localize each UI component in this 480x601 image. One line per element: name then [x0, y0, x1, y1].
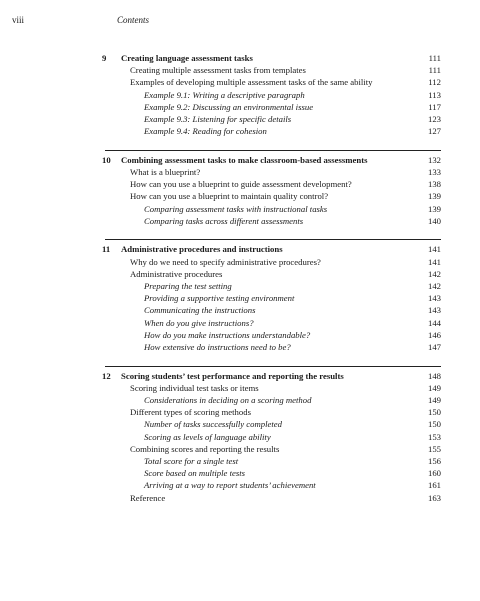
entry-title: Providing a supportive testing environment — [144, 293, 295, 304]
entry-title: How do you make instructions understandable? — [144, 329, 311, 340]
chapter-number: 10 — [102, 154, 111, 165]
entry-page: 112 — [428, 77, 441, 88]
entry-title: Arriving at a way to report students’ achievement — [144, 480, 316, 491]
entry-title: Score based on multiple tests — [144, 468, 246, 479]
chapter-title: Creating language assessment tasks — [121, 53, 253, 63]
toc-entry[interactable] — [105, 190, 441, 202]
entry-page: 149 — [427, 395, 441, 405]
entry-page: 147 — [427, 341, 441, 352]
entry-title: Scoring as levels of language ability — [144, 431, 271, 442]
chapter-number: 9 — [102, 53, 107, 63]
entry-page: 140 — [427, 215, 441, 226]
chapter-number: 11 — [102, 244, 111, 255]
entry-page: 161 — [427, 480, 441, 491]
entry-title: Example 9.1: Writing a descriptive paragraph — [144, 89, 305, 100]
entry-title: How can you use a blueprint to guide assessment development? — [130, 179, 352, 190]
toc-entry[interactable] — [105, 492, 441, 504]
entry-page: 123 — [427, 113, 441, 124]
toc-entry[interactable] — [105, 443, 441, 455]
chapter-title: Combining assessment tasks to make classroom-based assessments — [121, 154, 368, 165]
entry-title: Number of tasks successfully completed — [144, 419, 283, 430]
entry-page: 156 — [427, 455, 441, 466]
toc-subentry[interactable] — [105, 341, 441, 353]
toc-subentry[interactable] — [105, 292, 441, 304]
toc-subentry[interactable] — [105, 329, 441, 341]
toc-subentry[interactable] — [105, 113, 441, 125]
entry-title: What is a blueprint? — [130, 167, 201, 177]
entry-title: Examples of developing multiple assessment tasks of the same ability — [130, 77, 373, 88]
toc-subentry[interactable] — [105, 418, 441, 430]
chapter-heading[interactable] — [102, 52, 441, 64]
entry-title: Comparing tasks across different assessments — [144, 215, 304, 226]
entry-page: 153 — [427, 431, 441, 442]
toc-entry[interactable] — [105, 64, 441, 76]
entry-title: Creating multiple assessment tasks from templates — [130, 65, 306, 76]
toc-subentry[interactable] — [105, 101, 441, 113]
entry-page: 142 — [427, 268, 441, 279]
running-head — [12, 15, 468, 29]
toc-entry[interactable] — [105, 76, 441, 88]
entry-page: 155 — [427, 443, 441, 454]
toc-subentry[interactable] — [105, 125, 441, 137]
toc-subentry[interactable] — [105, 394, 441, 406]
chapter-title: Scoring students’ test performance and reporting the results — [121, 370, 344, 381]
toc-entry[interactable] — [105, 166, 441, 178]
entry-page: 111 — [428, 65, 441, 76]
entry-title: Administrative procedures — [130, 268, 223, 279]
chapter-number: 12 — [102, 370, 111, 381]
entry-page: 150 — [427, 419, 441, 430]
entry-page: 127 — [427, 126, 441, 137]
chapter-title: Administrative procedures and instructions — [121, 244, 283, 255]
entry-title: Considerations in deciding on a scoring method — [144, 395, 312, 405]
running-title: Contents — [117, 15, 150, 25]
entry-title: Example 9.3: Listening for specific details — [144, 113, 292, 124]
entry-title: How extensive do instructions need to be? — [144, 341, 291, 352]
entry-page: 117 — [428, 101, 441, 112]
chapter-section — [102, 366, 441, 504]
entry-title: Combining scores and reporting the results — [130, 443, 280, 454]
entry-page: 113 — [428, 89, 441, 100]
chapter-page: 111 — [428, 53, 441, 63]
toc-subentry[interactable] — [105, 467, 441, 479]
toc-entry[interactable] — [105, 268, 441, 280]
page-number: viii — [12, 15, 25, 25]
entry-title: Comparing assessment tasks with instructional tasks — [144, 203, 328, 214]
entry-title: Scoring individual test tasks or items — [130, 382, 259, 393]
entry-title: Total score for a single test — [144, 455, 239, 466]
chapter-section — [102, 150, 441, 227]
entry-page: 141 — [427, 256, 441, 267]
entry-page: 138 — [427, 179, 441, 190]
entry-title: When do you give instructions? — [144, 317, 254, 328]
entry-page: 150 — [427, 407, 441, 418]
chapter-page: 141 — [427, 244, 441, 255]
toc-subentry[interactable] — [105, 215, 441, 227]
entry-title: How can you use a blueprint to maintain quality control? — [130, 191, 329, 202]
table-of-contents — [102, 52, 441, 516]
toc-subentry[interactable] — [105, 455, 441, 467]
toc-subentry[interactable] — [105, 89, 441, 101]
entry-page: 143 — [427, 305, 441, 316]
entry-page: 139 — [427, 203, 441, 214]
entry-title: Example 9.2: Discussing an environmental issue — [144, 101, 314, 112]
entry-page: 149 — [427, 382, 441, 393]
toc-subentry[interactable] — [105, 280, 441, 292]
entry-page: 144 — [427, 317, 441, 328]
chapter-heading[interactable] — [102, 154, 441, 166]
entry-page: 142 — [427, 281, 441, 291]
chapter-heading[interactable] — [102, 370, 441, 382]
entry-title: Example 9.4: Reading for cohesion — [144, 126, 267, 137]
toc-subentry[interactable] — [105, 479, 441, 491]
entry-page: 163 — [427, 492, 441, 503]
entry-title: Reference — [130, 492, 166, 503]
entry-page: 160 — [427, 468, 441, 479]
toc-subentry[interactable] — [105, 203, 441, 215]
chapter-page: 148 — [427, 370, 441, 381]
toc-entry[interactable] — [105, 382, 441, 394]
chapter-section — [102, 239, 441, 353]
toc-entry[interactable] — [105, 178, 441, 190]
entry-page: 146 — [427, 329, 441, 340]
toc-subentry[interactable] — [105, 304, 441, 316]
entry-page: 143 — [427, 293, 441, 304]
toc-subentry[interactable] — [105, 431, 441, 443]
entry-title: Preparing the test setting — [144, 281, 232, 291]
entry-title: Why do we need to specify administrative procedures? — [130, 256, 321, 267]
entry-page: 133 — [427, 167, 441, 177]
toc-entry[interactable] — [105, 256, 441, 268]
chapter-page: 132 — [427, 154, 441, 165]
chapter-section — [102, 52, 441, 137]
toc-subentry[interactable] — [105, 317, 441, 329]
entry-title: Communicating the instructions — [144, 305, 256, 316]
entry-title: Different types of scoring methods — [130, 407, 251, 418]
chapter-heading[interactable] — [102, 243, 441, 255]
toc-entry[interactable] — [105, 406, 441, 418]
entry-page: 139 — [427, 191, 441, 202]
